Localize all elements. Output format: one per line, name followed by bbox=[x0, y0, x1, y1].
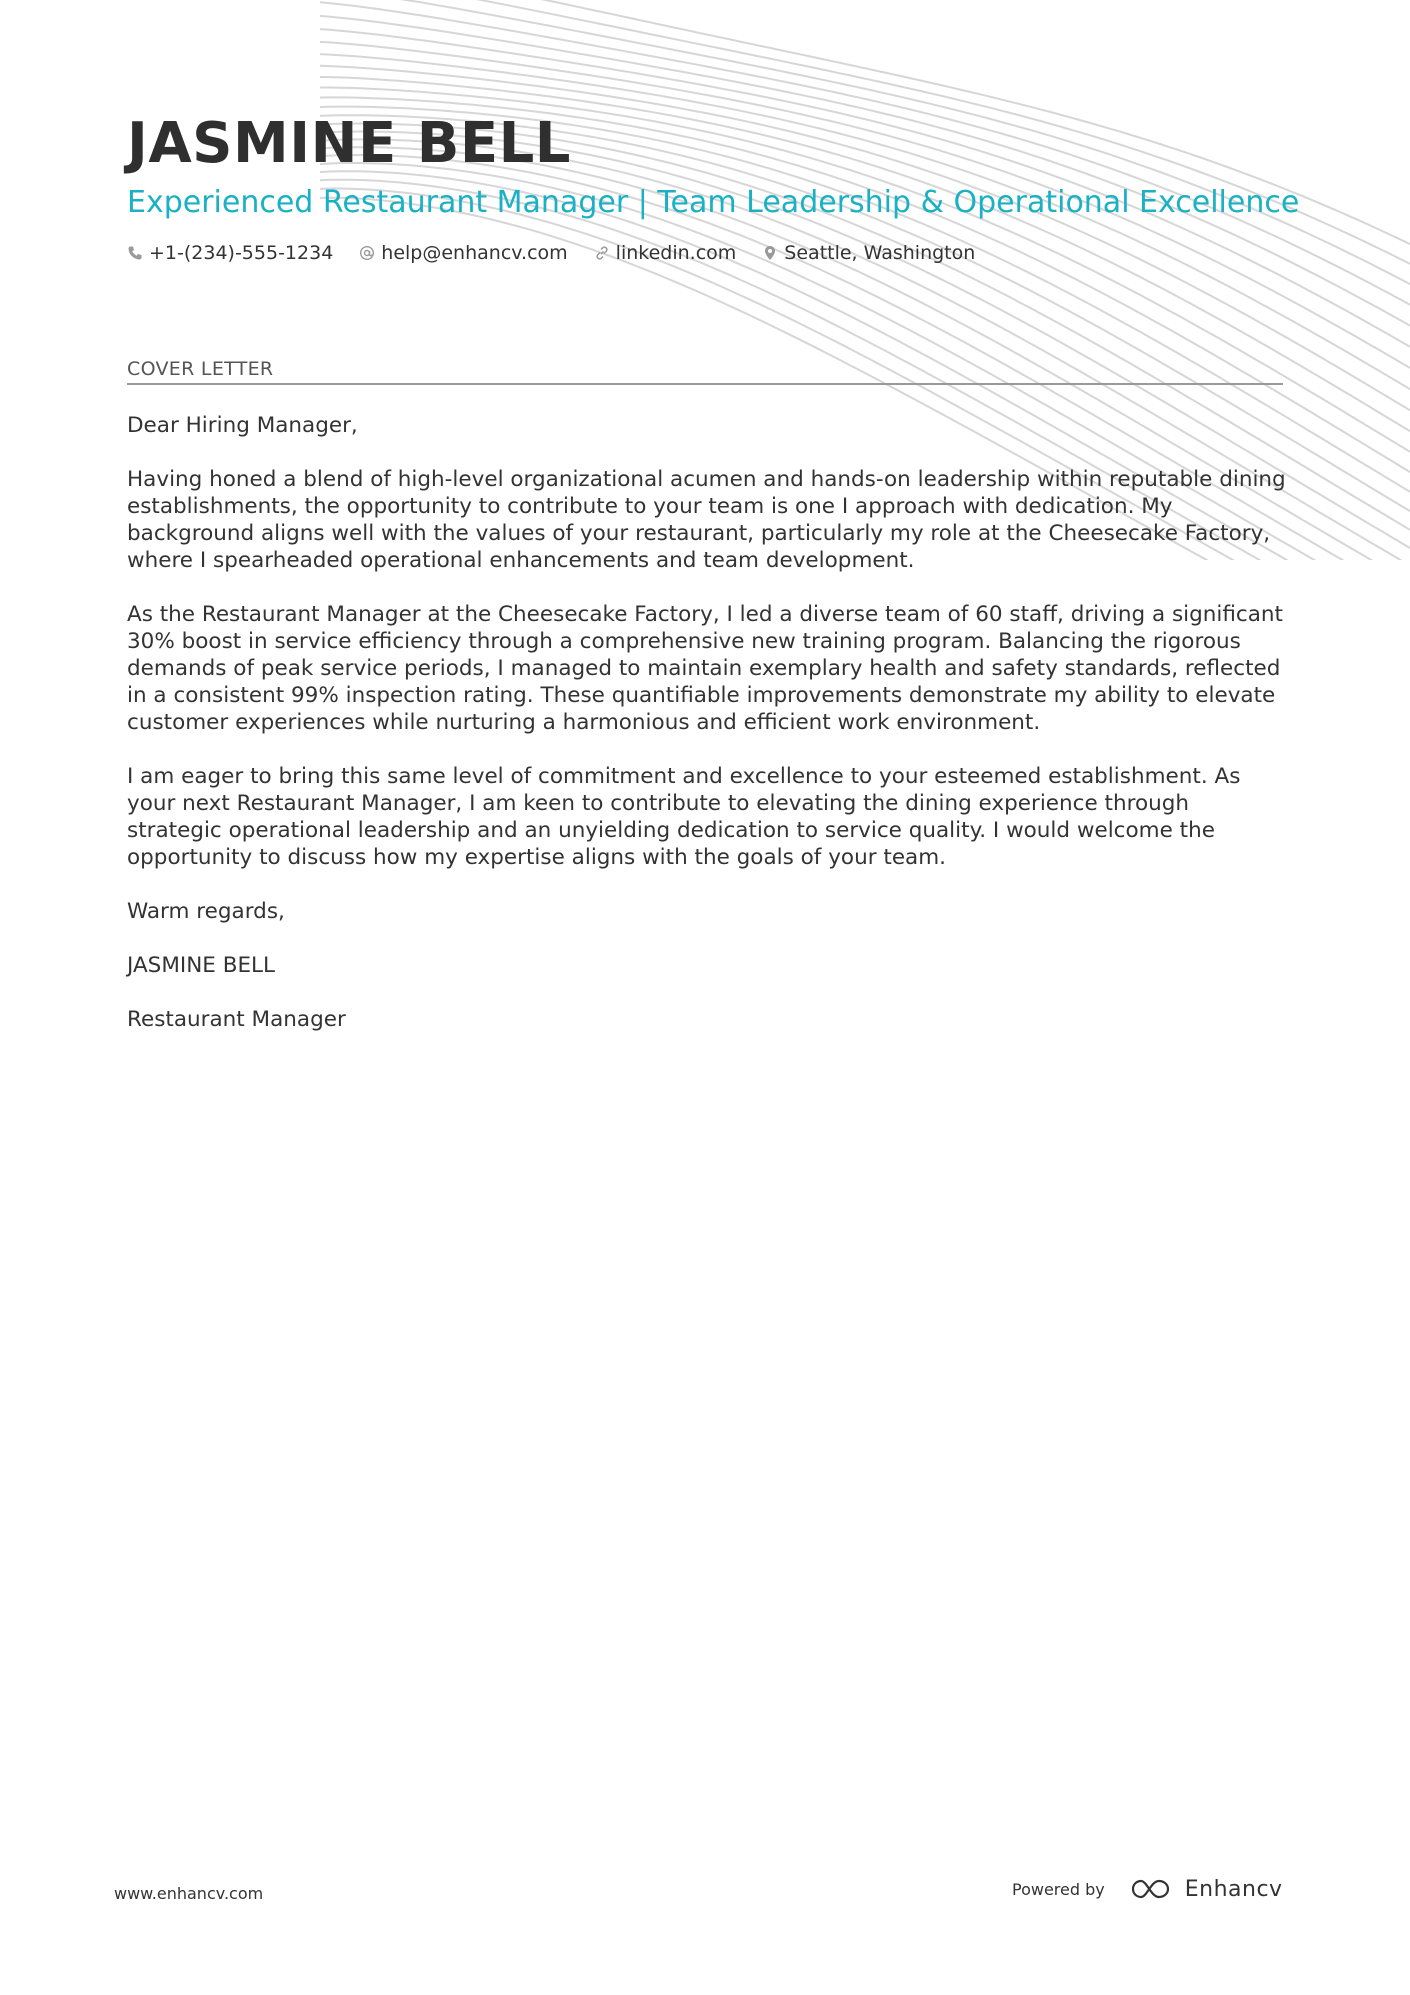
contact-phone-text: +1-(234)-555-1234 bbox=[149, 242, 334, 264]
contact-bar bbox=[127, 242, 1287, 264]
powered-by-label: Powered by bbox=[1012, 1879, 1105, 1899]
contact-email bbox=[359, 242, 567, 264]
signature-name: JASMINE BELL bbox=[127, 953, 276, 978]
letter-paragraph: Having honed a blend of high-level organizational acumen and hands-on leadership within reputable dining establishments, the opportunity to contribute to your team is one I approach with dedication. My background aligns well with the values of your restaurant, particularly my role at the Cheesecake Factory, where I spearheaded operational enhancements and team development. bbox=[127, 467, 1286, 573]
brand-name: Enhancv bbox=[1184, 1876, 1283, 1902]
footer-branding bbox=[1012, 1876, 1283, 1902]
contact-location-text: Seattle, Washington bbox=[784, 242, 976, 264]
contact-link bbox=[594, 242, 737, 264]
signature-title: Restaurant Manager bbox=[127, 1007, 346, 1032]
contact-phone bbox=[127, 242, 333, 264]
contact-link-text: linkedin.com bbox=[615, 242, 737, 264]
letter-body bbox=[127, 412, 1287, 1060]
phone-icon bbox=[127, 245, 143, 261]
at-icon bbox=[359, 245, 375, 261]
headline: Experienced Restaurant Manager | Team Leadership & Operational Excellence bbox=[127, 185, 1300, 220]
salutation: Dear Hiring Manager, bbox=[127, 413, 358, 438]
contact-location bbox=[762, 242, 975, 264]
contact-email-text: help@enhancv.com bbox=[381, 242, 568, 264]
candidate-name: JASMINE BELL bbox=[127, 111, 571, 176]
location-pin-icon bbox=[762, 245, 778, 261]
enhancv-logo-icon bbox=[1129, 1876, 1173, 1902]
section-title: COVER LETTER bbox=[127, 358, 1283, 385]
footer-website[interactable]: www.enhancv.com bbox=[114, 1884, 264, 1903]
letter-paragraph: I am eager to bring this same level of commitment and excellence to your esteemed establishment. As your next Restaurant Manager, I am keen to contribute to elevating the dining experience through strategic operational leadership and an unyielding dedication to service quality. I would welcome the opportunity to discuss how my expertise aligns with the goals of your team. bbox=[127, 764, 1241, 870]
letter-paragraph: As the Restaurant Manager at the Cheesecake Factory, I led a diverse team of 60 staff, driving a significant 30% boost in service efficiency through a comprehensive new training program. Balancing the rigorous demands of peak service periods, I managed to maintain exemplary health and safety standards, reflected in a consistent 99% inspection rating. These quantifiable improvements demonstrate my ability to elevate customer experiences while nurturing a harmonious and efficient work environment. bbox=[127, 602, 1283, 735]
header bbox=[127, 108, 1300, 264]
link-icon bbox=[594, 245, 610, 261]
closing: Warm regards, bbox=[127, 899, 285, 924]
